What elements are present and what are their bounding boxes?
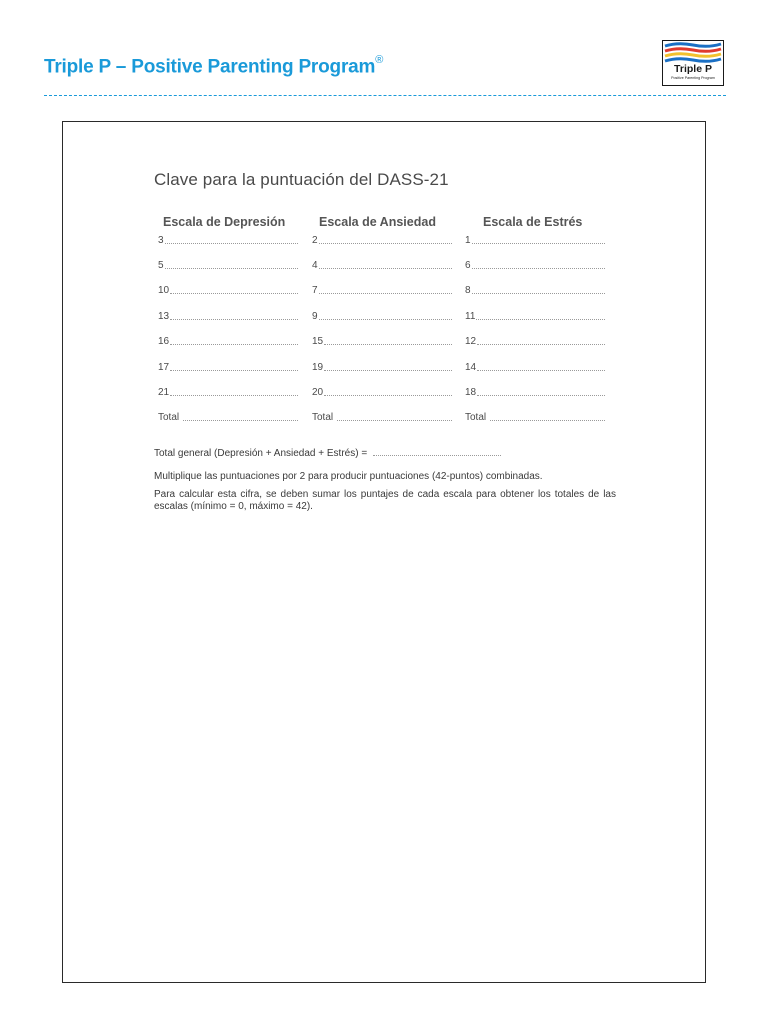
calculation-note: Para calcular esta cifra, se deben sumar los puntajes de cada escala para obtener los totales de las escalas (mínimo = 0, máximo = 42). [154, 489, 616, 512]
column-heading: Escala de Ansiedad [319, 215, 436, 229]
total-row [158, 410, 298, 424]
total-row [465, 410, 605, 424]
item-number: 15 [312, 336, 324, 347]
item-row [312, 360, 452, 374]
total-label: Total [465, 412, 487, 423]
item-number: 10 [158, 285, 170, 296]
item-number: 17 [158, 362, 170, 373]
total-row [312, 410, 452, 424]
item-row [158, 334, 298, 348]
answer-line[interactable] [170, 369, 298, 371]
item-number: 11 [465, 311, 476, 322]
total-label: Total [158, 412, 180, 423]
multiply-note: Multiplique las puntuaciones por 2 para producir puntuaciones (42-puntos) combinadas. [154, 471, 543, 482]
answer-line[interactable] [319, 292, 452, 294]
item-row [465, 334, 605, 348]
grand-total-label: Total general (Depresión + Ansiedad + Estrés) = [154, 448, 368, 459]
item-row [465, 360, 605, 374]
answer-line[interactable] [170, 292, 298, 294]
item-number: 14 [465, 362, 477, 373]
item-number: 1 [465, 235, 471, 246]
item-row [158, 283, 298, 297]
column-heading: Escala de Estrés [483, 215, 583, 229]
item-number: 18 [465, 387, 477, 398]
program-title [44, 56, 383, 78]
registered-mark: ® [375, 54, 384, 66]
anxiety-column [312, 212, 452, 423]
answer-line[interactable] [476, 318, 605, 320]
item-number: 12 [465, 336, 477, 347]
item-row [312, 334, 452, 348]
item-number: 16 [158, 336, 170, 347]
item-number: 13 [158, 311, 170, 322]
header-divider [44, 95, 726, 96]
answer-line[interactable] [324, 394, 452, 396]
item-number: 4 [312, 260, 318, 271]
item-row [465, 283, 605, 297]
logo-name: Triple P [674, 63, 712, 75]
item-number: 5 [158, 260, 164, 271]
answer-line[interactable] [472, 292, 605, 294]
answer-line[interactable] [324, 369, 452, 371]
item-number: 3 [158, 235, 164, 246]
item-row [312, 258, 452, 272]
total-label: Total [312, 412, 334, 423]
document-title: Clave para la puntuación del DASS-21 [154, 170, 449, 189]
answer-line[interactable] [170, 318, 298, 320]
item-row [465, 233, 605, 247]
answer-line[interactable] [324, 343, 452, 345]
answer-line[interactable] [165, 242, 298, 244]
grand-total-row [154, 448, 501, 459]
scoring-sheet [62, 121, 706, 983]
item-number: 7 [312, 285, 318, 296]
item-row [158, 233, 298, 247]
answer-line[interactable] [319, 318, 452, 320]
answer-line[interactable] [170, 343, 298, 345]
logo-stripes-icon [663, 41, 723, 65]
answer-line[interactable] [477, 369, 605, 371]
item-row [158, 309, 298, 323]
depression-column [158, 212, 298, 423]
grand-total-line[interactable] [373, 454, 501, 456]
total-line[interactable] [490, 419, 605, 421]
stress-column [465, 212, 605, 423]
logo-tagline: Positive Parenting Program [671, 76, 715, 80]
item-number: 20 [312, 387, 324, 398]
answer-line[interactable] [477, 343, 605, 345]
item-row [312, 283, 452, 297]
item-row [158, 258, 298, 272]
item-row [158, 385, 298, 399]
total-line[interactable] [337, 419, 452, 421]
program-title-text: Triple P – Positive Parenting Program [44, 56, 376, 78]
total-line[interactable] [183, 419, 298, 421]
answer-line[interactable] [165, 267, 298, 269]
answer-line[interactable] [319, 242, 452, 244]
item-row [158, 360, 298, 374]
answer-line[interactable] [477, 394, 605, 396]
item-row [465, 309, 605, 323]
answer-line[interactable] [472, 242, 605, 244]
triple-p-logo [662, 40, 724, 86]
item-row [312, 309, 452, 323]
item-row [465, 385, 605, 399]
answer-line[interactable] [319, 267, 452, 269]
item-row [465, 258, 605, 272]
item-row [312, 385, 452, 399]
column-heading: Escala de Depresión [163, 215, 286, 229]
item-number: 2 [312, 235, 318, 246]
item-number: 9 [312, 311, 318, 322]
answer-line[interactable] [170, 394, 298, 396]
answer-line[interactable] [472, 267, 605, 269]
item-number: 8 [465, 285, 471, 296]
item-row [312, 233, 452, 247]
item-number: 19 [312, 362, 324, 373]
item-number: 6 [465, 260, 471, 271]
item-number: 21 [158, 387, 170, 398]
